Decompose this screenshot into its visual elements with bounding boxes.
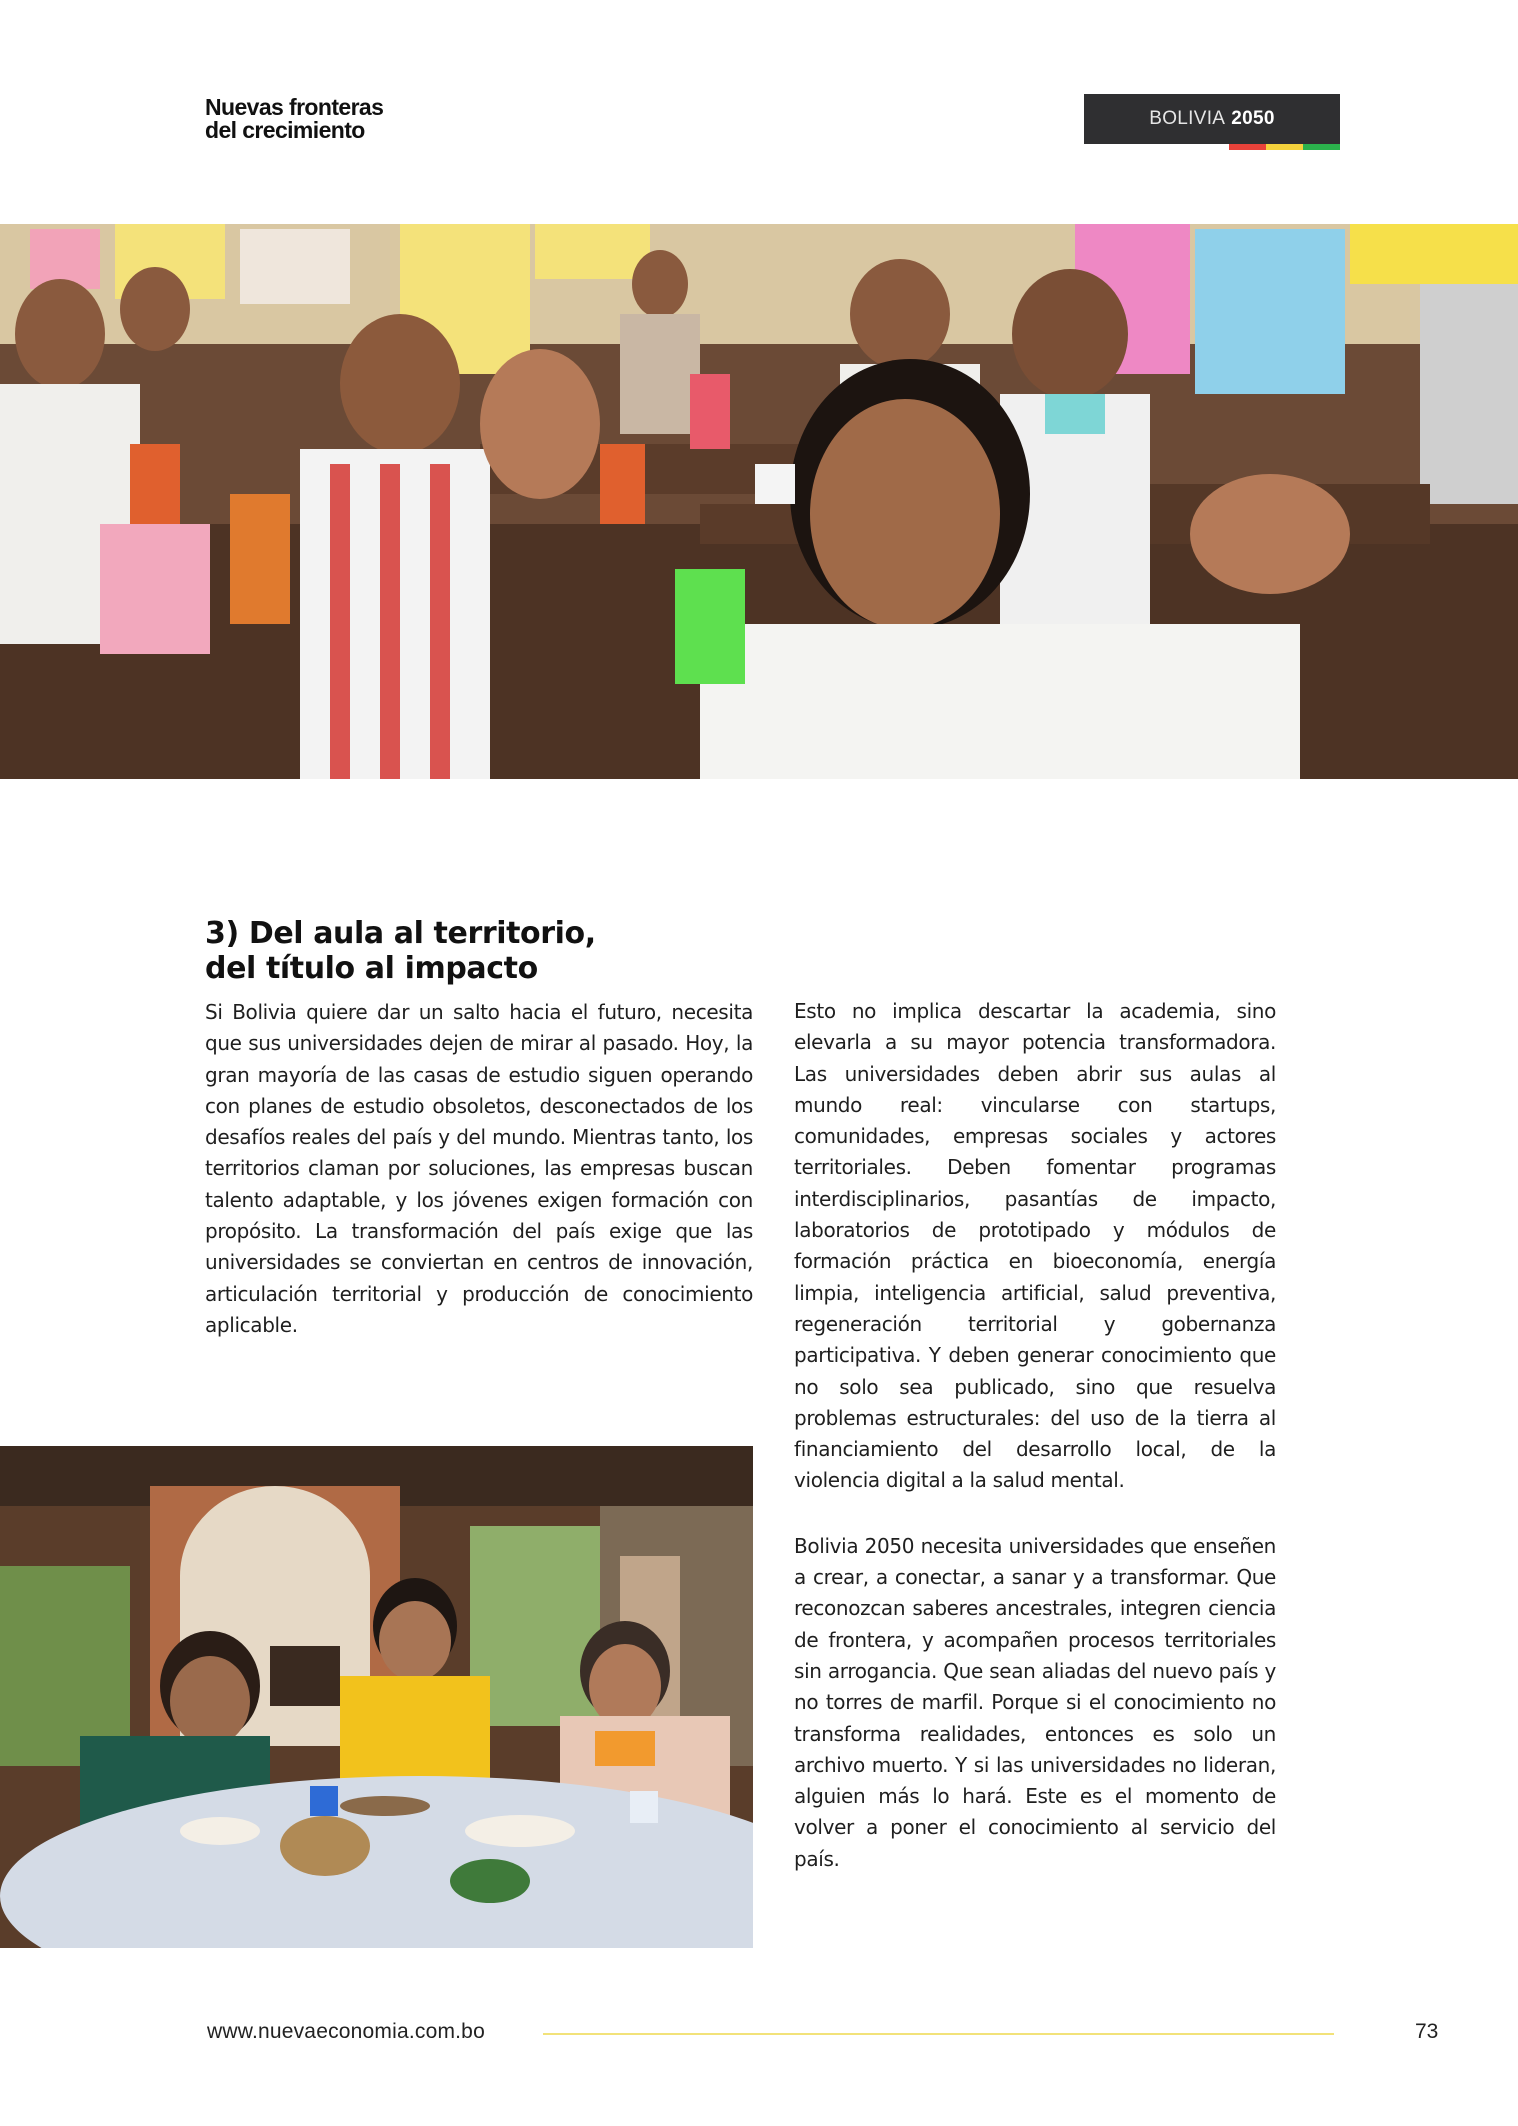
flag-stripe-green <box>1303 144 1340 150</box>
right-column <box>794 996 1276 1875</box>
left-paragraph: Si Bolivia quiere dar un salto hacia el futuro, necesita que sus universidades dejen de mirar al pasado. Hoy, la gran mayoría de las casas de estudio siguen operando con planes de estudio obsoletos, desconectados de los desafíos reales del país y del mundo. Mientras tanto, los territorios claman por soluciones, las empresas buscan talento adaptable, y los jóvenes exigen formación con propósito. La transformación del país exige que las universidades se conviertan en centros de innovación, articulación territorial y producción de conocimiento aplicable. <box>205 1000 753 1337</box>
publication-title <box>205 96 505 142</box>
flag-stripe-red <box>1229 144 1266 150</box>
section-heading-line1: 3) Del aula al territorio, <box>205 916 596 951</box>
section-heading-line2: del título al impacto <box>205 951 538 986</box>
badge-year: 2050 <box>1231 108 1275 129</box>
classroom-children-photo <box>0 224 1518 779</box>
publication-title-line1: Nuevas fronteras <box>205 94 384 120</box>
footer-url: www.nuevaeconomia.com.bo <box>207 2020 485 2043</box>
badge-prefix: BOLIVIA <box>1149 108 1226 129</box>
publication-title-line2: del crecimiento <box>205 117 365 143</box>
flag-stripe-yellow <box>1266 144 1303 150</box>
right-paragraph-1: Esto no implica descartar la academia, sino elevarla a su mayor potencia transformadora. Las universidades deben abrir sus aulas al mundo real: vincularse con startups, comunidades, empresas sociales y actores territoriales. Deben fomentar programas interdisciplinarios, pasantías de impacto, laboratorios de prototipado y módulos de formación práctica en bioeconomía, energía limpia, inteligencia artificial, salud preventiva, regeneración territorial y gobernanza participativa. Y deben generar conocimiento que no solo sea publicado, sino que resuelva problemas estructurales: del uso de la tierra al financiamiento del desarrollo local, de la violencia digital a la salud mental. <box>794 999 1276 1493</box>
left-column <box>205 997 753 1341</box>
section-heading <box>205 916 765 986</box>
footer-divider <box>543 2033 1334 2035</box>
right-paragraph-2: Bolivia 2050 necesita universidades que enseñen a crear, a conectar, a sanar y a transformar. Que reconozcan saberes ancestrales, integren ciencia de frontera, y acompañen procesos territoriales sin arrogancia. Que sean aliadas del nuevo país y no torres de marfil. Porque si el conocimiento no transforma realidades, entonces es solo un archivo muerto. Y si las universidades no lideran, alguien más lo hará. Este es el momento de volver a poner el conocimiento al servicio del país. <box>794 1533 1276 1871</box>
page-number: 73 <box>1415 2020 1439 2043</box>
bolivia-2050-badge <box>1084 94 1340 144</box>
family-meal-photo <box>0 1446 753 1948</box>
